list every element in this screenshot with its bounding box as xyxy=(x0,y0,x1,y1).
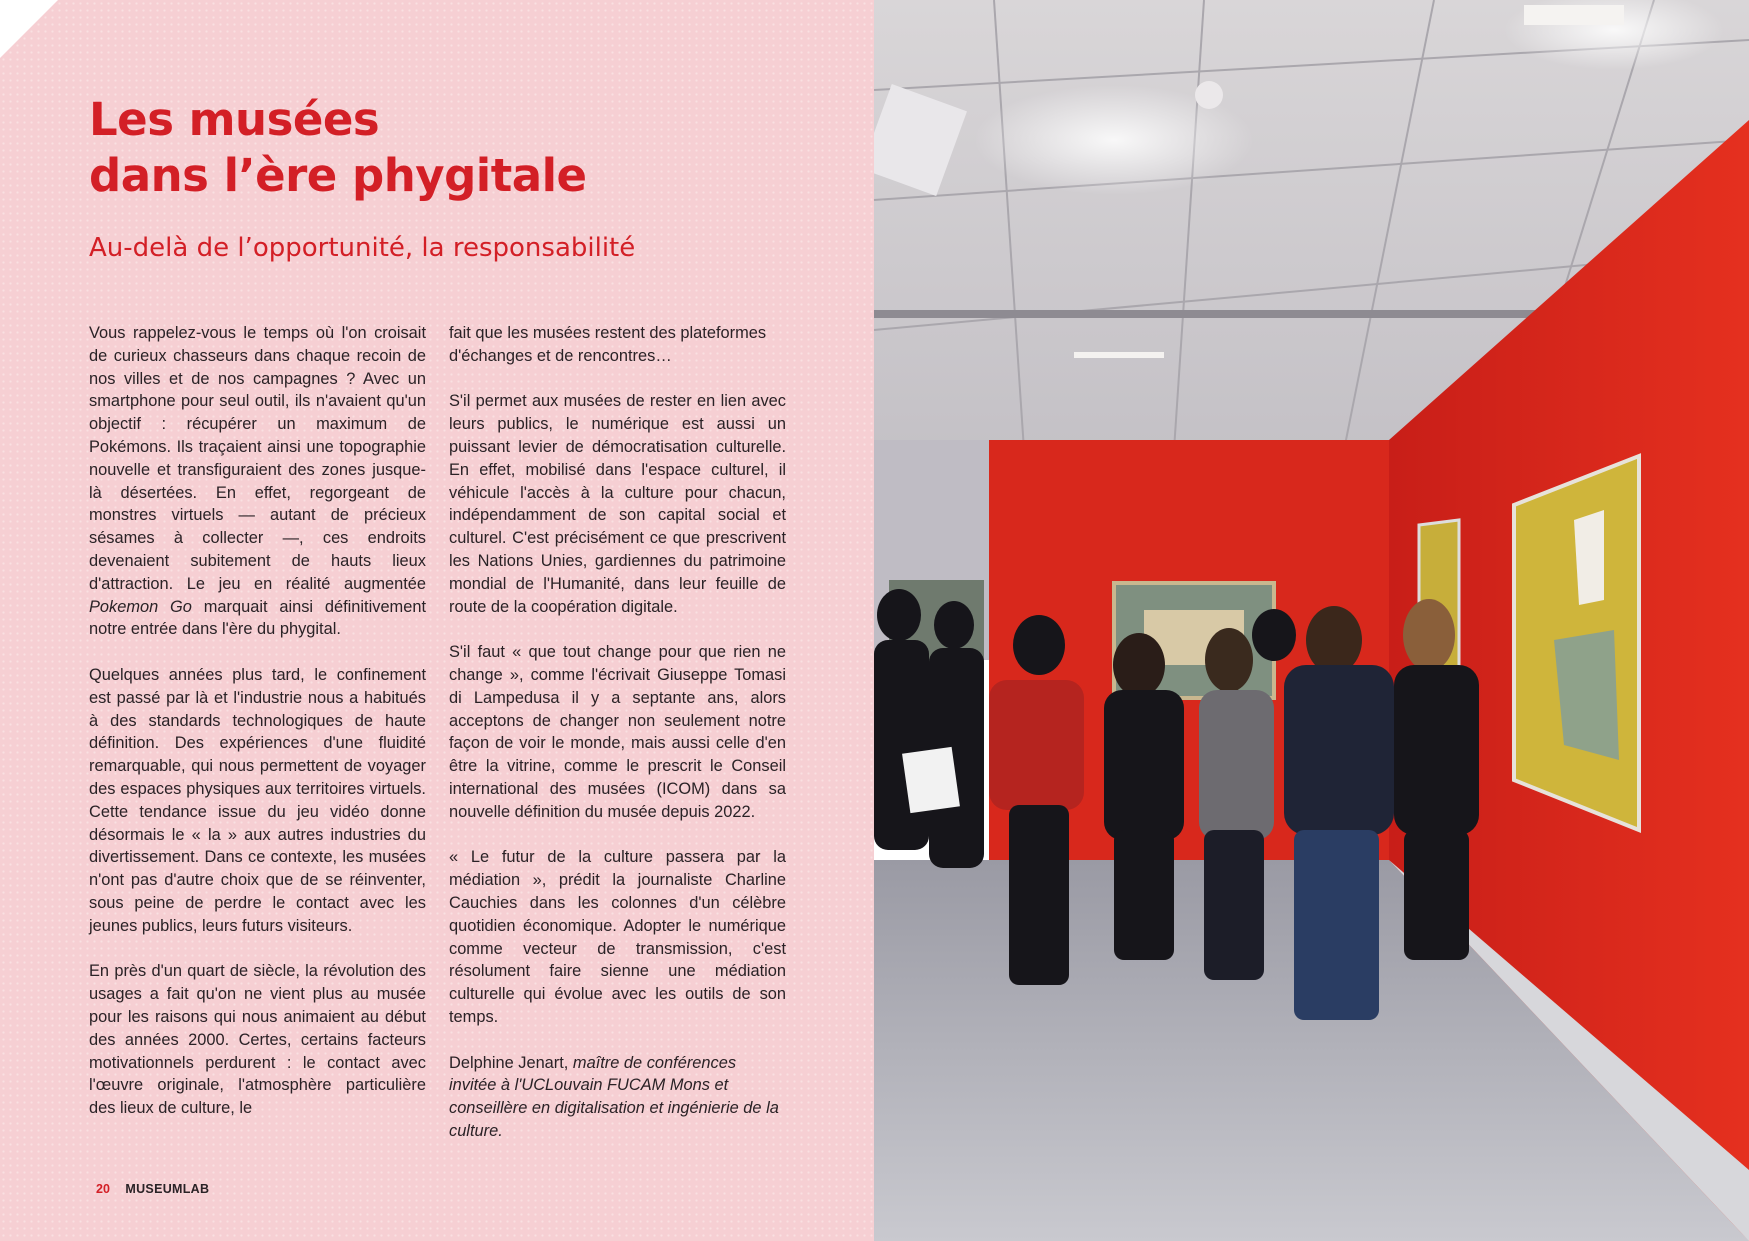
ceiling-detector xyxy=(1195,81,1223,109)
text-column-1 xyxy=(89,322,426,1143)
game-title: Pokemon Go xyxy=(89,597,192,616)
title-line-2: dans l’ère phygitale xyxy=(89,149,587,202)
paragraph: « Le futur de la culture passera par la médiation », prédit la journaliste Charline Cauchies dans les colonnes d'un célèbre quotidien économique. Adopter le numérique comme vecteur de transmission, c'est résolument faire sienne une médiation culturelle qui évolue avec les outils de son temps. xyxy=(449,848,786,1026)
paragraph: Vous rappelez-vous le temps où l'on croisait de curieux chasseurs dans chaque recoin de nos villes et de nos campagnes ? Avec un smartphone pour seul outil, ils n'avaient qu'un objectif : récupérer un maximum de Pokémons. Ils traçaient ainsi une topographie nouvelle et transfiguraient des zones jusque-là désertées. En effet, regorgeant de monstres virtuels — autant de précieux sésames à collecter —, ces endroits devenaient subitement de hauts lieux d'attraction. Le jeu en réalité augmentée Pokemon Go marquait ainsi définitivement notre entrée dans l'ère du phygital. xyxy=(89,324,426,639)
page-footer xyxy=(96,1182,209,1196)
magazine-name: MUSEUMLAB xyxy=(125,1182,210,1196)
paragraph: En près d'un quart de siècle, la révolution des usages a fait qu'on ne vient plus au musée pour les raisons qui nous animaient au début des années 2000. Certes, certains facteurs motivationnels perdurent : le contact avec l'œuvre originale, l'atmosphère particulière des lieux de culture, le xyxy=(89,962,426,1118)
text-column-2 xyxy=(449,322,786,1165)
paragraph: fait que les musées restent des plateformes d'échanges et de rencontres… xyxy=(449,324,767,365)
title-line-1: Les musées xyxy=(89,93,380,146)
page-number: 20 xyxy=(96,1182,110,1196)
left-page xyxy=(0,0,874,1241)
gallery-photo-illustration xyxy=(874,0,1749,1241)
article-subtitle: Au-delà de l’opportunité, la responsabilité xyxy=(89,233,636,263)
author-name: Delphine Jenart, xyxy=(449,1053,569,1072)
author-signature xyxy=(449,1052,786,1143)
paragraph: S'il faut « que tout change pour que rien ne change », comme l'écrivait Giuseppe Tomasi di Lampedusa il y a septante ans, alors acceptons de changer non seulement notre façon de voir le monde, mais aussi celle d'en être la vitrine, comme le prescrit le Conseil international des musées (ICOM) dans sa nouvelle définition du musée depuis 2022. xyxy=(449,643,786,821)
paragraph: S'il permet aux musées de rester en lien avec leurs publics, le numérique est aussi un puissant levier de démocratisation culturelle. En effet, mobilisé dans l'espace culturel, il véhicule l'accès à la culture pour chacun, indépendamment de son capital social et culturel. C'est précisément ce que prescrivent les Nations Unies, gardiennes du patrimoine mondial de l'Humanité, dans leur feuille de route de la coopération digitale. xyxy=(449,392,786,616)
gallery-photo xyxy=(874,0,1749,1241)
paragraph: Quelques années plus tard, le confinement est passé par là et l'industrie nous a habitués à des standards technologiques de haute définition. Des expériences d'une fluidité remarquable, qui nous permettent de voyager des espaces physiques aux territoires virtuels. Cette tendance issue du jeu vidéo donne désormais le « la » aux autres industries du divertissement. Dans ce contexte, les musées n'ont pas d'autre choix que de se réinventer, sous peine de perdre le contact avec les jeunes publics, leurs futurs visiteurs. xyxy=(89,665,426,935)
page-corner-fold xyxy=(0,0,58,58)
article-title xyxy=(89,92,587,204)
author-role: maître de conférences invitée à l'UCLouvain FUCAM Mons et conseillère en digitalisation et ingénierie de la culture. xyxy=(449,1053,779,1140)
